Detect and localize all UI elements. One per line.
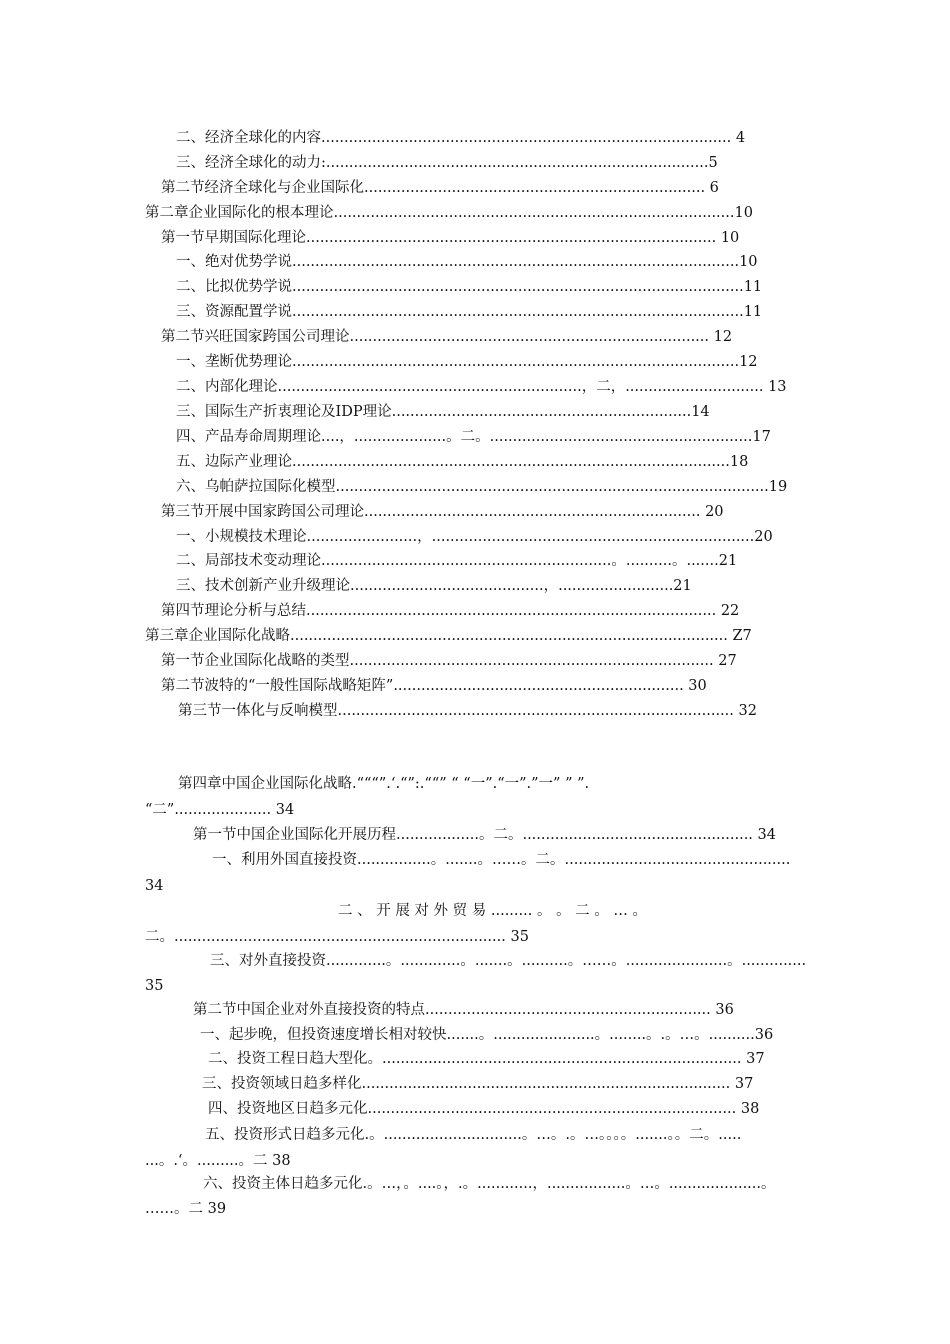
toc-entry-line1[interactable]: 三、对外直接投资.............。.............。.......。..........。……。......................。.............. (210, 953, 807, 969)
toc-entry[interactable]: 二、比拟优势学说..................................................................................................11 (176, 279, 763, 295)
toc-entry[interactable]: 一、起步晚，但投资速度增长相对较快.......。......................。........。.。…。..........36 (200, 1027, 774, 1043)
toc-entry[interactable]: 第三节一体化与反响模型...................................................................................... 32 (178, 703, 757, 719)
toc-entry-line1[interactable]: 五、投资形式日趋多元化.。..............................。…。.。…。。。。.......。。二。..... (205, 1127, 742, 1143)
toc-entry[interactable]: 二、内部化理论..................................................................，二，.............................. 13 (176, 379, 787, 395)
toc-entry-line2[interactable]: ...。.‘。.........。二 38 (145, 1153, 291, 1169)
toc-entry[interactable]: 第一节中国企业国际化开展历程..................。二。.................................................. 34 (193, 827, 776, 843)
toc-entry[interactable]: 第四节理论分析与总结......................................................................................... 22 (161, 603, 740, 619)
toc-entry[interactable]: 三、国际生产折衷理论及IDP理论.................................................................14 (176, 404, 710, 420)
toc-entry[interactable]: 第二节中国企业对外直接投资的特点.............................................................. 36 (193, 1002, 734, 1018)
toc-entry-line1[interactable]: 六、投资主体日趋多元化.。…，。....。，.。............，.................。…。....................。 (203, 1176, 776, 1192)
toc-entry-line1[interactable]: 一、利用外国直接投资................。.......。……。二。................................................. (212, 852, 791, 868)
toc-entry[interactable]: 一、绝对优势学说.................................................................................................10 (176, 254, 758, 270)
toc-entry[interactable]: 第三节开展中国家跨国公司理论......................................................................... 20 (161, 504, 724, 520)
toc-entry[interactable]: 四、投资地区日趋多元化................................................................................ 38 (208, 1101, 760, 1117)
toc-entry[interactable]: 三、技术创新产业升级理论..........................................，.........................21 (176, 578, 692, 594)
toc-entry[interactable]: 一、垄断优势理论.................................................................................................12 (176, 354, 758, 370)
toc-entry[interactable]: 第二节经济全球化与企业国际化.......................................................................... 6 (161, 180, 719, 196)
toc-entry[interactable]: 二、局部技术变动理论...............................................................。..........。.......21 (176, 553, 738, 569)
toc-entry[interactable]: 四、产品寿命周期理论....，....................。二。.........................................................17 (176, 429, 771, 445)
toc-entry[interactable]: 二、经济全球化的内容......................................................................................... 4 (176, 130, 746, 146)
toc-entry[interactable]: 六、乌帕萨拉国际化模型..............................................................................................19 (176, 479, 788, 495)
toc-entry-line2[interactable]: 35 (145, 978, 164, 994)
toc-entry[interactable]: 三、投资领域日趋多样化................................................................................ 37 (202, 1076, 754, 1092)
toc-entry[interactable]: 一、小规模技术理论........................，......................................................................20 (176, 529, 773, 545)
toc-entry[interactable]: 第二节波特的“一般性国际战略矩阵”............................................................... 30 (161, 678, 707, 694)
toc-entry[interactable]: 第一节企业国际化战略的类型............................................................................... 27 (161, 653, 737, 669)
toc-entry-line1[interactable]: 二 、 开 展 对 外 贸 易 ......... 。 。 二 。 … 。 (338, 903, 648, 919)
toc-chapter4-line2[interactable]: “二”..................... 34 (145, 802, 295, 818)
toc-entry[interactable]: 二、投资工程日趋大型化。.............................................................................. 37 (208, 1051, 765, 1067)
toc-entry-line2[interactable]: 34 (145, 878, 164, 894)
toc-entry[interactable]: 五、边际产业理论...............................................................................................18 (176, 454, 749, 470)
toc-entry[interactable]: 第二章企业国际化的根本理论.......................................................................................10 (145, 205, 753, 221)
toc-entry[interactable]: 第一节早期国际化理论......................................................................................... 10 (161, 230, 740, 246)
toc-entry[interactable]: 三、资源配置学说..................................................................................................11 (176, 304, 763, 320)
toc-entry[interactable]: 三、经济全球化的动力:...................................................................................5 (176, 155, 718, 171)
toc-chapter4-line1[interactable]: 第四章中国企业国际化战略.“““”.‘.“”:.““” “ “一”.“一”.”一” ” ”. (178, 776, 590, 792)
toc-entry[interactable]: 第二节兴旺国家跨国公司理论.............................................................................. 12 (161, 329, 733, 345)
toc-entry-line2[interactable]: 二。........................................................................ 35 (145, 929, 529, 945)
toc-entry-line2[interactable]: ……。二 39 (145, 1201, 227, 1217)
toc-entry[interactable]: 第三章企业国际化战略............................................................................................... Z7 (145, 628, 752, 644)
